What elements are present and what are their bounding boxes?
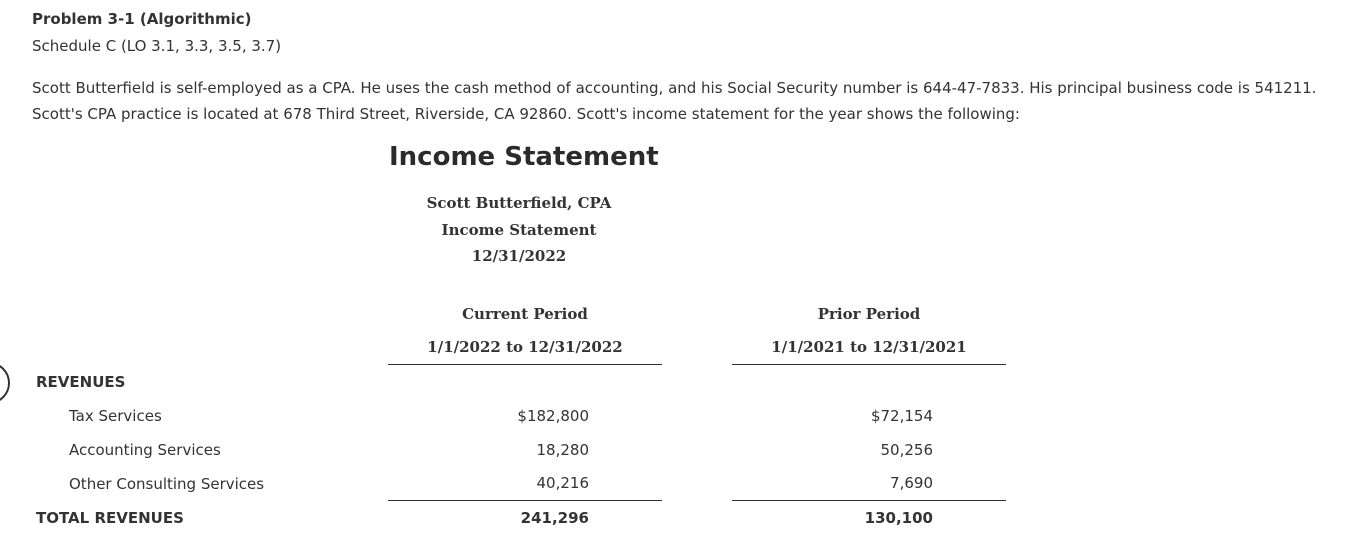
amount-prior: 7,690 xyxy=(890,474,933,492)
statement-name: Income Statement xyxy=(441,220,597,239)
description-line: Scott Butterfield is self-employed as a CPA. He uses the cash method of accounting, and his Social Security number is 644-47-7833. His principal business code is 541211. xyxy=(32,79,1317,97)
statement-header xyxy=(389,190,649,270)
amount-current: 18,280 xyxy=(536,441,589,459)
problem-description xyxy=(32,75,1342,127)
divider xyxy=(732,500,1006,501)
total-current: 241,296 xyxy=(520,509,589,527)
amount-current: $182,800 xyxy=(517,407,589,425)
divider xyxy=(388,500,662,501)
row-label: Tax Services xyxy=(69,407,162,425)
row-label: Other Consulting Services xyxy=(69,475,265,493)
circle-icon xyxy=(0,362,10,404)
revenues-section-label: REVENUES xyxy=(36,373,126,391)
description-line: Scott's CPA practice is located at 678 Third Street, Riverside, CA 92860. Scott's income statement for the year shows the following: xyxy=(32,105,1020,123)
statement-heading: Income Statement xyxy=(389,142,659,172)
column-title-prior: Prior Period xyxy=(817,305,921,323)
column-title-current: Current Period xyxy=(462,305,588,323)
problem-subtitle: Schedule C (LO 3.1, 3.3, 3.5, 3.7) xyxy=(32,37,282,55)
row-label: Accounting Services xyxy=(69,441,221,459)
amount-prior: $72,154 xyxy=(870,407,933,425)
total-revenues-label: TOTAL REVENUES xyxy=(36,509,184,527)
divider xyxy=(732,364,1006,365)
statement-date: 12/31/2022 xyxy=(471,247,567,265)
amount-prior: 50,256 xyxy=(880,441,933,459)
column-range-current: 1/1/2022 to 12/31/2022 xyxy=(427,338,623,356)
divider xyxy=(388,364,662,365)
problem-title: Problem 3-1 (Algorithmic) xyxy=(32,10,252,28)
column-range-prior: 1/1/2021 to 12/31/2021 xyxy=(771,338,967,356)
amount-current: 40,216 xyxy=(536,474,589,492)
entity-name: Scott Butterfield, CPA xyxy=(426,194,612,212)
total-prior: 130,100 xyxy=(864,509,933,527)
